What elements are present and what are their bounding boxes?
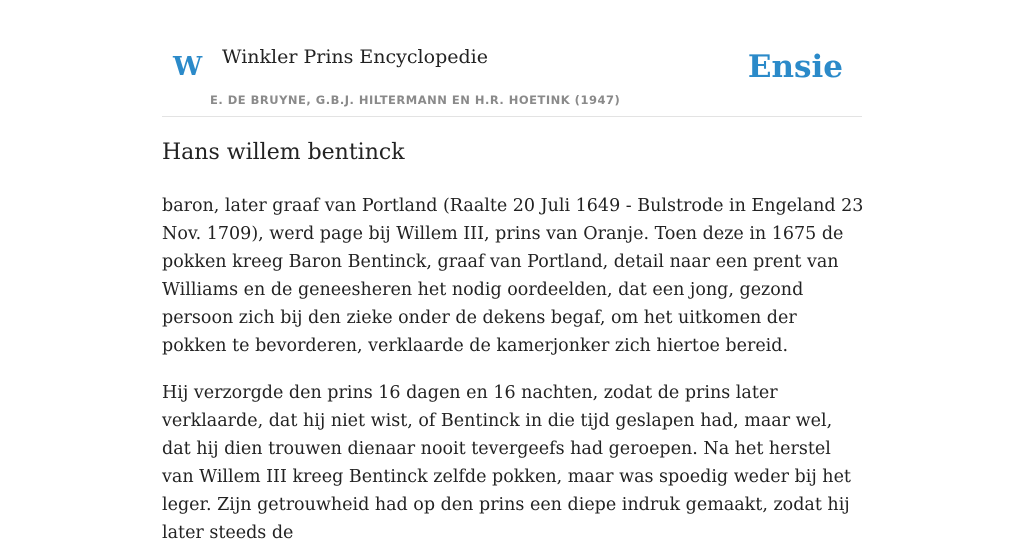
site-logo[interactable]: Ensie [747, 49, 843, 85]
article-title: Hans willem bentinck [162, 140, 405, 165]
article-paragraph: baron, later graaf van Portland (Raalte 20 Juli 1649 - Bulstrode in Engeland 23 Nov. 1709), werd page bij Willem III, prins van Oranje. Toen deze in 1675 de pokken kreeg Baron Bentinck, graaf van Portland, detail naar een prent van Williams en de geneesheren het nodig oordeelden, dat een jong, gezond persoon zich bij den zieke onder de dekens begaf, om het uitkomen der pokken te bevorderen, verklaarde de kamerjonker zich hiertoe bereid. [162, 195, 864, 356]
publication-logo[interactable]: W [173, 52, 203, 82]
publication-authors: E. DE BRUYNE, G.B.J. HILTERMANN EN H.R. HOETINK (1947) [210, 93, 621, 107]
publication-title[interactable]: Winkler Prins Encyclopedie [222, 46, 488, 68]
article [162, 138, 864, 547]
publication-header [162, 0, 862, 117]
article-paragraph: Hij verzorgde den prins 16 dagen en 16 nachten, zodat de prins later verklaarde, dat hij niet wist, of Bentinck in die tijd geslapen had, maar wel, dat hij dien trouwen dienaar nooit tevergeefs had geroepen. Na het herstel van Willem III kreeg Bentinck zelfde pokken, maar was spoedig weder bij het leger. Zijn getrouwheid had op den prins een diepe indruk gemaakt, zodat hij later steeds de [162, 382, 851, 543]
